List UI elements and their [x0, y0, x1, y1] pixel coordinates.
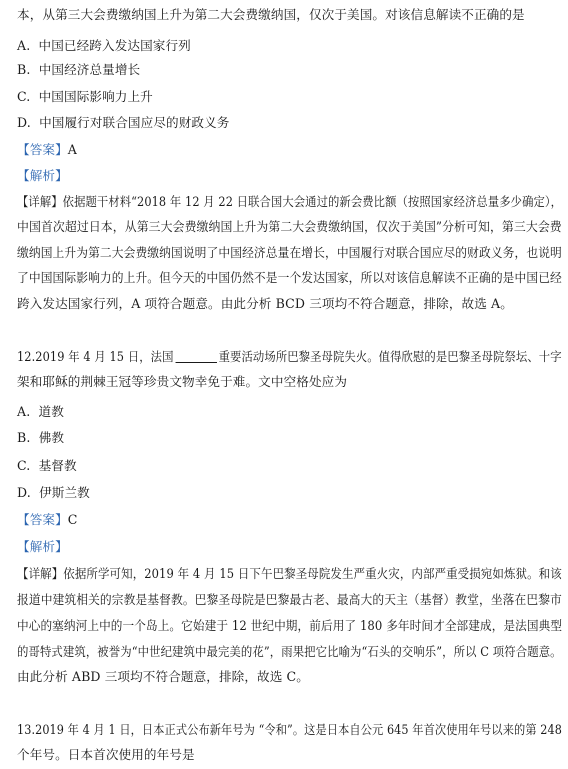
option-letter: B.	[17, 62, 31, 77]
option-letter: A.	[17, 38, 31, 53]
q12-analysis-tag	[17, 539, 68, 555]
option-text: 佛教	[38, 430, 65, 445]
q13-stem-line-2: 个年号。日本首次使用的年号是	[17, 747, 195, 762]
option-letter: D.	[17, 115, 31, 130]
q11-option-d	[17, 115, 229, 131]
q12-option-b	[17, 430, 64, 446]
answer-value: A	[67, 142, 77, 157]
q12-detail-line-5: 由此分析 ABD 三项均不符合题意，排除，故选 C。	[17, 669, 309, 684]
option-letter: B.	[17, 430, 31, 445]
detail-tag: 【详解】	[17, 566, 64, 581]
fill-blank	[175, 350, 216, 363]
q11-analysis-tag	[17, 168, 68, 184]
q11-detail-line-2: 中国首次超过日本，从第三大会费缴纳国上升为第二大会费缴纳国，仅次于美国”分析可知，第三大会费	[17, 219, 562, 234]
q12-stem-line-1	[17, 349, 562, 365]
option-text: 中国履行对联合国应尽的财政义务	[39, 115, 230, 130]
q12-stem-before: 12.2019 年 4 月 15 日，法国	[17, 349, 174, 364]
q11-option-a	[17, 38, 191, 54]
option-letter: C.	[17, 458, 31, 473]
analysis-tag: 【解析】	[17, 539, 68, 554]
detail-tag: 【详解】	[17, 194, 63, 209]
option-text: 基督教	[38, 458, 77, 473]
q11-detail-line-3: 缴纳国上升为第二大会费缴纳国说明了中国经济总量在增长，中国履行对联合国应尽的财政义务，也说明	[17, 245, 562, 260]
q12-option-a	[17, 404, 64, 420]
detail-text: 依据题干材料“2018 年 12 月 22 日联合国大会通过的新会费比额（按照国家经济总量多少确定），	[62, 194, 563, 209]
q11-answer	[17, 142, 77, 158]
option-text: 中国已经跨入发达国家行列	[38, 38, 191, 53]
q11-detail-line-4: 了中国国际影响力的上升。但今天的中国仍然不是一个发达国家，所以对该信息解读不正确的是中国已经	[17, 270, 562, 285]
option-letter: D.	[17, 485, 31, 500]
q12-option-d	[17, 485, 90, 501]
option-letter: C.	[17, 89, 31, 104]
q12-answer	[17, 512, 78, 528]
option-text: 伊斯兰教	[39, 485, 90, 500]
q12-detail-line-1	[17, 566, 562, 582]
analysis-tag: 【解析】	[17, 168, 68, 183]
option-text: 中国国际影响力上升	[38, 89, 153, 104]
q12-stem-after: 重要活动场所巴黎圣母院失火。值得欣慰的是巴黎圣母院祭坛、十字	[218, 349, 562, 364]
answer-tag: 【答案】	[17, 142, 68, 157]
q12-option-c	[17, 458, 77, 474]
q12-detail-line-4: 的哥特式建筑，被誉为“中世纪建筑中最完美的花”，雨果把它比喻为“石头的交响乐”，所以 C 项符合题意。	[17, 644, 562, 659]
detail-text: 依据所学可知，2019 年 4 月 15 日下午巴黎圣母院发生严重火灾，内部严重受损宛如炼狱。和该	[63, 566, 562, 581]
answer-tag: 【答案】	[17, 512, 68, 527]
q13-stem-line-1: 13.2019 年 4 月 1 日，日本正式公布新年号为 “令和”。这是日本自公元 645 年首次使用年号以来的第 248	[17, 722, 562, 737]
q11-option-b	[17, 62, 140, 78]
option-text: 中国经济总量增长	[38, 62, 141, 77]
q12-detail-line-3: 中心的塞纳河上中的一个岛上。它始建于 12 世纪中期，前后用了 180 多年时间才全部建成，是法国典型	[17, 618, 563, 633]
q12-detail-line-2: 报道中建筑相关的宗教是基督教。巴黎圣母院是巴黎最古老、最高大的天主（基督）教堂，坐落在巴黎市	[17, 592, 562, 607]
q12-stem-line-2: 架和耶稣的荆棘王冠等珍贵文物幸免于难。文中空格处应为	[17, 374, 348, 389]
option-letter: A.	[17, 404, 31, 419]
q11-option-c	[17, 89, 153, 105]
q11-detail-line-1	[17, 194, 562, 210]
answer-value: C	[67, 512, 78, 527]
q11-detail-line-5: 跨入发达国家行列，A 项符合题意。由此分析 BCD 三项均不符合题意，排除，故选 A。	[17, 296, 513, 311]
option-text: 道教	[38, 404, 64, 419]
q11-stem-tail: 本，从第三大会费缴纳国上升为第二大会费缴纳国，仅次于美国。对该信息解读不正确的是	[17, 7, 525, 22]
